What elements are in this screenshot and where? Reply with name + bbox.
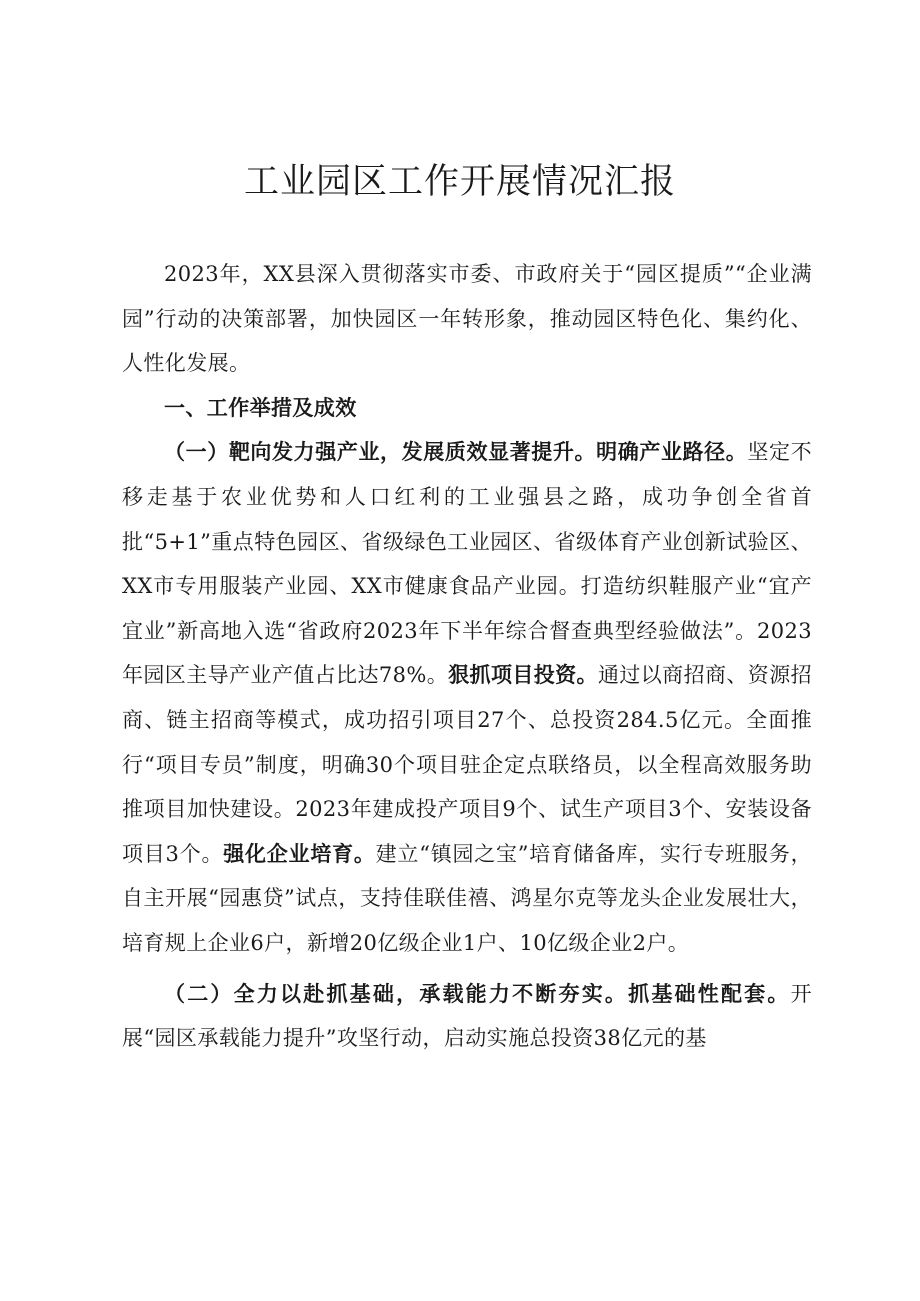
subsection-1-lead-2: 狠抓项目投资。 bbox=[448, 662, 598, 688]
intro-paragraph: 2023年，XX县深入贯彻落实市委、市政府关于“园区提质”“企业满园”行动的决策部署，加快园区一年转形象，推动园区特色化、集约化、人性化发展。 bbox=[122, 262, 812, 376]
subsection-2-paragraph bbox=[122, 972, 812, 1061]
subsection-2-heading: （二）全力以赴抓基础，承载能力不断夯实。 bbox=[164, 980, 629, 1006]
section-1-heading: 一、工作举措及成效 bbox=[164, 395, 357, 420]
subsection-1-text-3: 建立“镇园之宝”培育储备库，实行专班服务，自主开展“园惠贷”试点，支持佳联佳禧、鸿星尔克等龙头企业发展壮大，培育规上企业6户，新增20亿级企业1户、10亿级企业2户。 bbox=[122, 841, 812, 955]
subsection-1-text-1: 坚定不移走基于农业优势和人口红利的工业强县之路，成功争创全省首批“5+1”重点特色园区、省级绿色工业园区、省级体育产业创新试验区、XX市专用服装产业园、XX市健康食品产业园。打造纺织鞋服产业“宜产宜业”新高地入选“省政府2023年下半年综合督查典型经验做法”。2023年园区主导产业产值占比达78%。 bbox=[122, 440, 812, 688]
document-title: 工业园区工作开展情况汇报 bbox=[243, 162, 676, 202]
subsection-1-lead-1: 明确产业路径。 bbox=[596, 439, 748, 465]
subsection-1-lead-3: 强化企业培育。 bbox=[223, 840, 376, 866]
subsection-2-lead-1: 抓基础性配套。 bbox=[628, 980, 791, 1006]
subsection-1-text-2: 通过以商招商、资源招商、链主招商等模式，成功招引项目27个、总投资284.5亿元。全面推行“项目专员”制度，明确30个项目驻企定点联络员，以全程高效服务助推项目加快建设。2023年建成投产项目9个、试生产项目3个、安装设备项目3个。 bbox=[122, 663, 813, 866]
subsection-1-paragraph bbox=[122, 430, 812, 965]
document-body bbox=[122, 252, 812, 1061]
subsection-2-text-1: 开展“园区承载能力提升”攻坚行动，启动实施总投资38亿元的基 bbox=[122, 981, 812, 1051]
subsection-1-heading: （一）靶向发力强产业，发展质效显著提升。 bbox=[164, 439, 597, 465]
